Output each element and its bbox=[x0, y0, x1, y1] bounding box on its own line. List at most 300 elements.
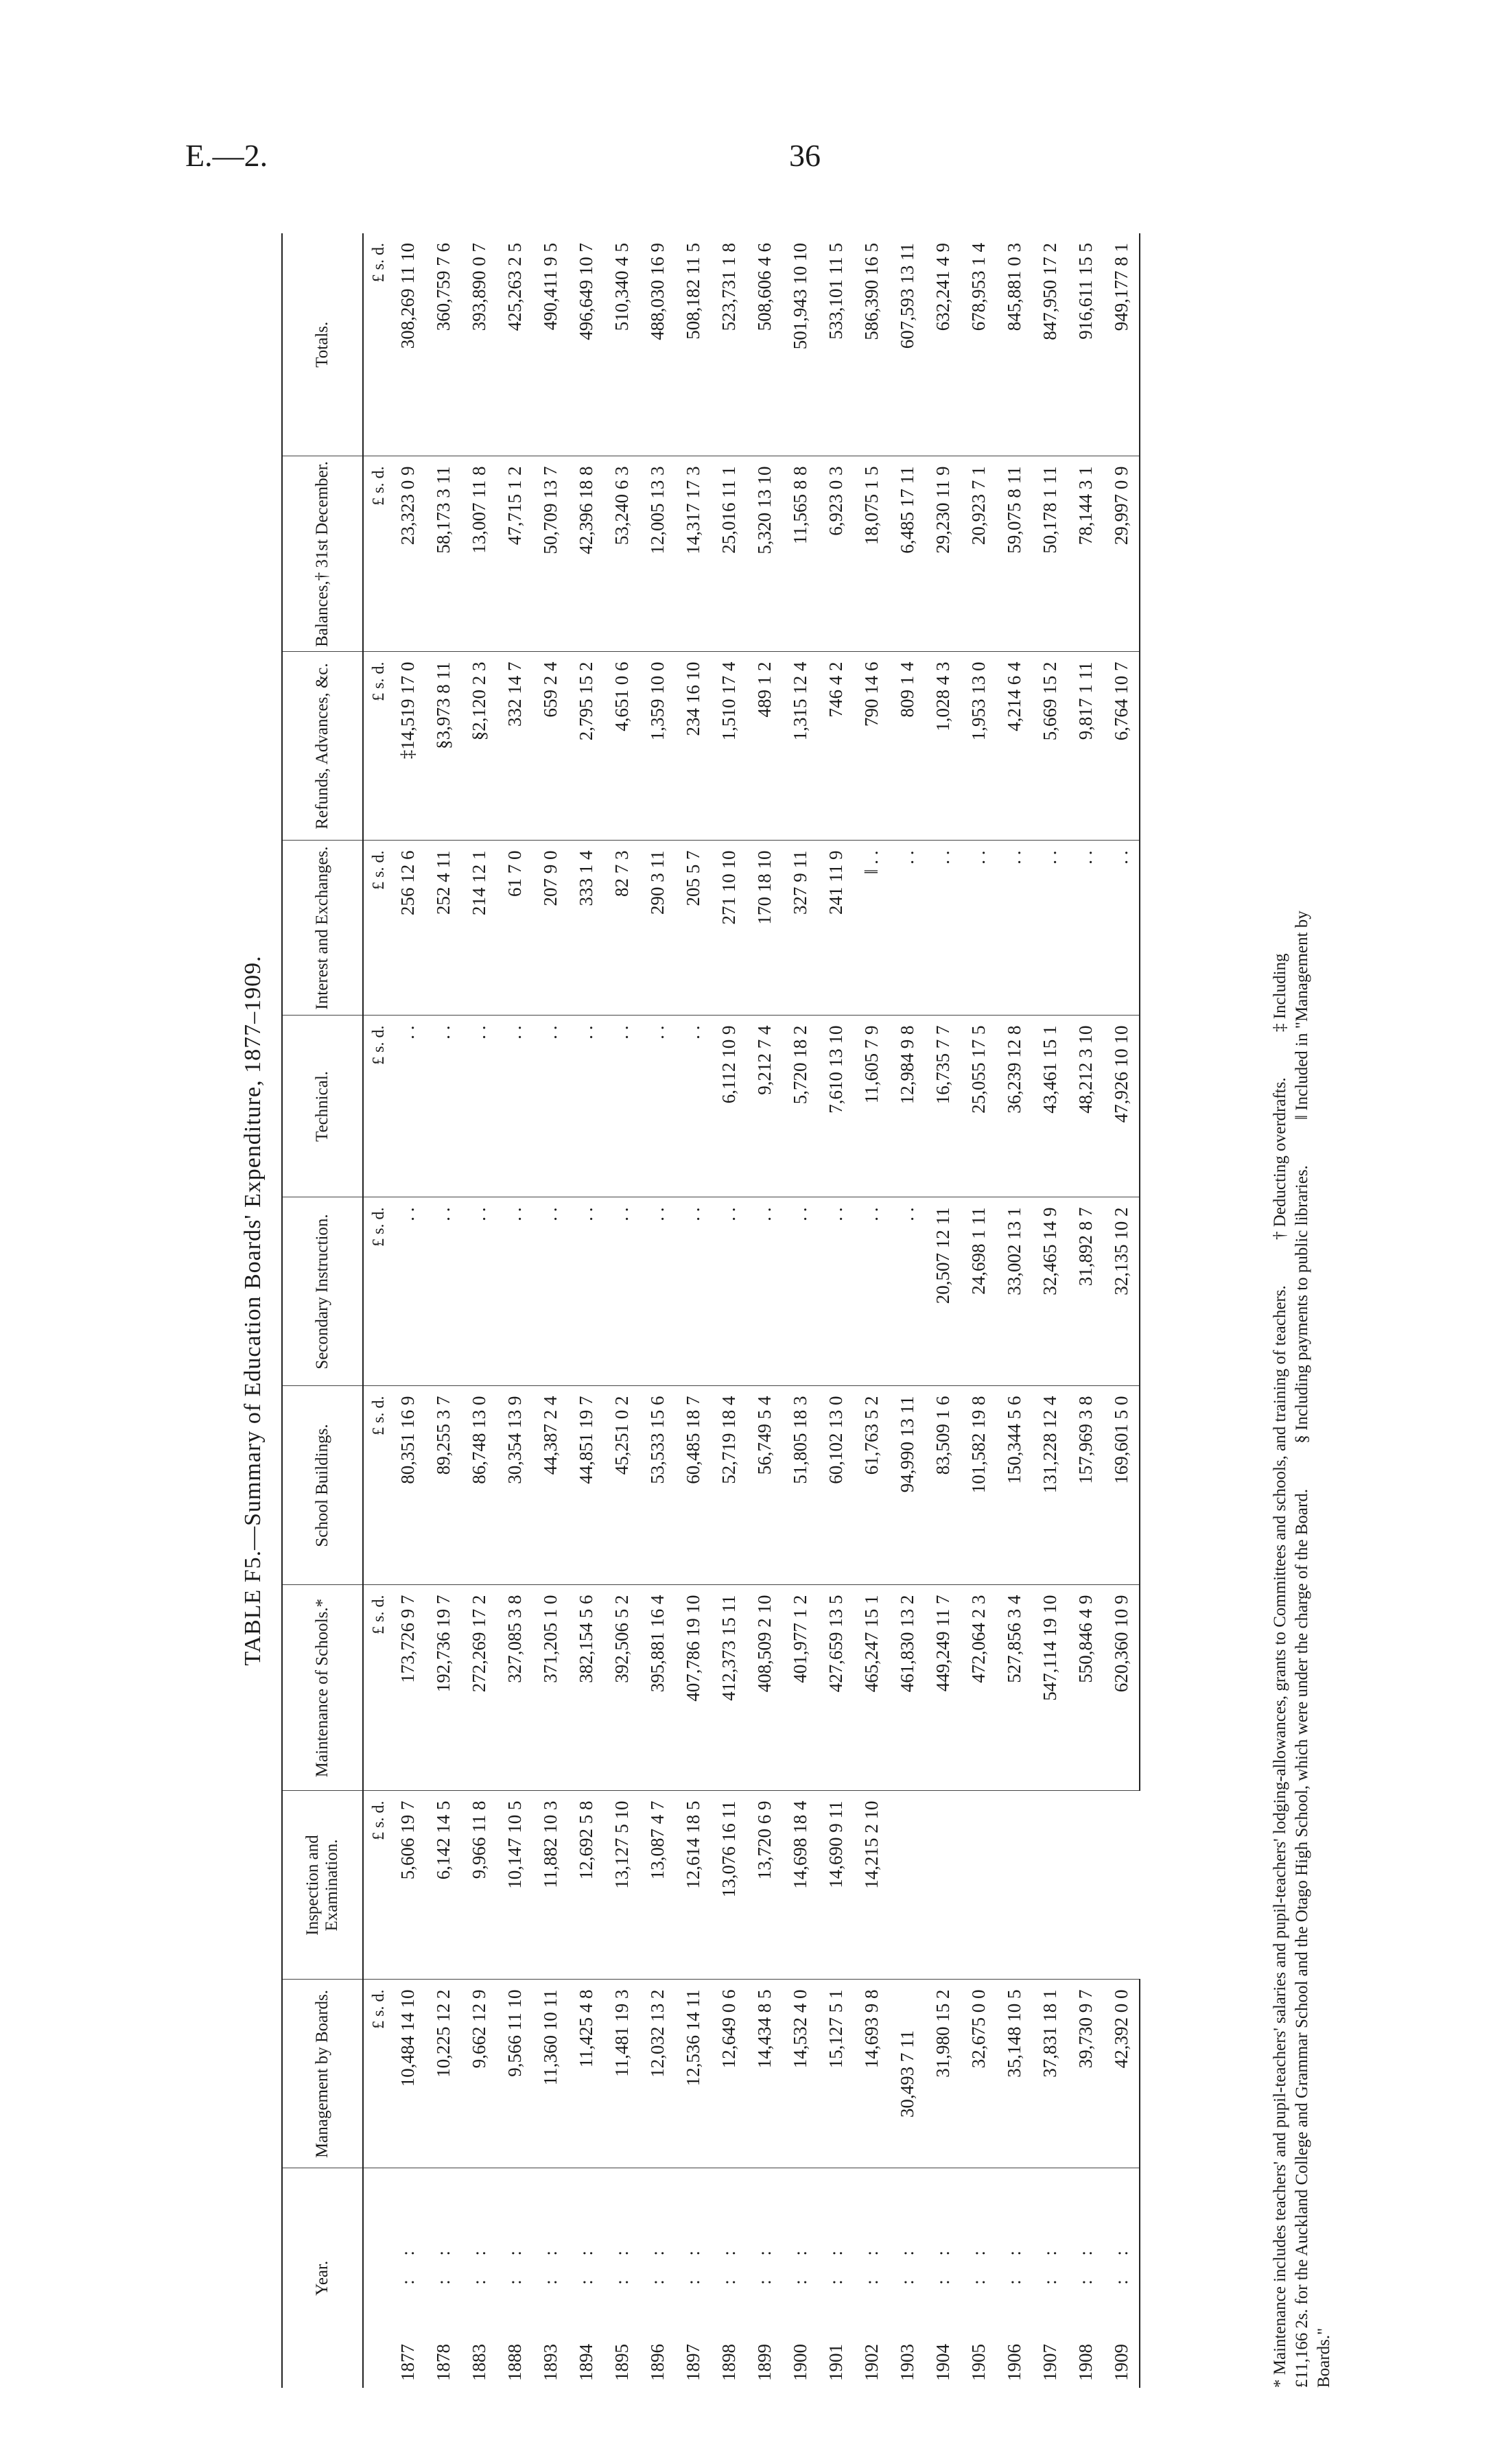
cell-technical: . . bbox=[497, 1016, 532, 1197]
cell-maintenance: 327,085 3 8 bbox=[497, 1585, 532, 1791]
table-row bbox=[1103, 233, 1140, 2388]
expenditure-table bbox=[281, 233, 1140, 2388]
cell-interest: 207 9 0 bbox=[532, 841, 568, 1016]
year-label: 1883 bbox=[468, 2344, 489, 2381]
cell-maintenance: 272,269 17 2 bbox=[461, 1585, 497, 1791]
cell-balances: 23,323 0 9 bbox=[390, 456, 425, 652]
cell-inspection: 14,690 9 11 bbox=[818, 1791, 854, 1980]
table-row bbox=[961, 233, 996, 2388]
cell-management: 30,493 7 11 bbox=[889, 1980, 925, 2168]
cell-refunds: 9,817 1 11 bbox=[1068, 652, 1103, 841]
leader-dots: : : bbox=[432, 2241, 454, 2285]
table-row bbox=[889, 233, 925, 2388]
cell-refunds: 1,028 4 3 bbox=[925, 652, 961, 841]
cell-technical: 7,610 13 10 bbox=[818, 1016, 854, 1197]
cell-refunds: 4,214 6 4 bbox=[996, 652, 1032, 841]
cell-interest: . . bbox=[889, 841, 925, 1016]
cell-buildings: 60,102 13 0 bbox=[818, 1386, 854, 1585]
cell-buildings: 56,749 5 4 bbox=[747, 1386, 782, 1585]
col-header-secondary: Secondary Instruction. bbox=[282, 1197, 363, 1386]
cell-maintenance: 408,509 2 10 bbox=[747, 1585, 782, 1791]
cell-management: 10,225 12 2 bbox=[425, 1980, 461, 2168]
cell-secondary: . . bbox=[889, 1197, 925, 1386]
leader-dots: : : bbox=[646, 2241, 668, 2285]
cell-technical: . . bbox=[639, 1016, 675, 1197]
cell-buildings: 101,582 19 8 bbox=[961, 1386, 996, 1585]
footnote-maintenance: * Maintenance includes teachers' and pupil-teachers' salaries and pupil-teachers' lodging-allowances, grants to Committees and schools, and training of teachers. bbox=[1271, 1285, 1289, 2388]
cell-maintenance: 472,064 2 3 bbox=[961, 1585, 996, 1791]
leader-dots: : : bbox=[1075, 2241, 1096, 2285]
year-label: 1907 bbox=[1039, 2344, 1060, 2381]
table-row bbox=[818, 233, 854, 2388]
unit-cell bbox=[363, 2168, 390, 2388]
year-label: 1878 bbox=[432, 2344, 454, 2381]
unit-cell: £ s. d. bbox=[363, 652, 390, 841]
cell-management: 37,831 18 1 bbox=[1032, 1980, 1068, 2168]
cell-secondary: 32,135 10 2 bbox=[1103, 1197, 1140, 1386]
col-header-year: Year. bbox=[282, 2168, 363, 2388]
leader-dots: : : bbox=[1110, 2241, 1131, 2285]
unit-cell: £ s. d. bbox=[363, 1791, 390, 1980]
cell-totals: 523,731 1 8 bbox=[711, 233, 747, 456]
cell-year bbox=[532, 2168, 568, 2388]
year-label: 1908 bbox=[1075, 2344, 1096, 2381]
cell-year bbox=[604, 2168, 639, 2388]
cell-inspection: 13,087 4 7 bbox=[639, 1791, 675, 1980]
cell-totals: 949,177 8 1 bbox=[1103, 233, 1140, 456]
leader-dots: : : bbox=[825, 2241, 846, 2285]
cell-buildings: 131,228 12 4 bbox=[1032, 1386, 1068, 1585]
cell-totals: 847,950 17 2 bbox=[1032, 233, 1068, 456]
year-label: 1893 bbox=[539, 2344, 561, 2381]
year-label: 1905 bbox=[967, 2344, 989, 2381]
cell-refunds: 489 1 2 bbox=[747, 652, 782, 841]
cell-buildings: 51,805 18 3 bbox=[782, 1386, 818, 1585]
cell-refunds: ‡14,519 17 0 bbox=[390, 652, 425, 841]
cell-balances: 5,320 13 10 bbox=[747, 456, 782, 652]
cell-buildings: 80,351 16 9 bbox=[390, 1386, 425, 1585]
cell-technical: 25,055 17 5 bbox=[961, 1016, 996, 1197]
cell-secondary: . . bbox=[568, 1197, 604, 1386]
year-label: 1898 bbox=[718, 2344, 739, 2381]
cell-balances: 29,997 0 9 bbox=[1103, 456, 1140, 652]
cell-totals: 488,030 16 9 bbox=[639, 233, 675, 456]
cell-totals: 632,241 4 9 bbox=[925, 233, 961, 456]
cell-buildings: 44,851 19 7 bbox=[568, 1386, 604, 1585]
unit-cell: £ s. d. bbox=[363, 1585, 390, 1791]
footnote-including: ‡ Including bbox=[1271, 953, 1289, 1033]
cell-secondary: . . bbox=[497, 1197, 532, 1386]
cell-secondary: 33,002 13 1 bbox=[996, 1197, 1032, 1386]
cell-secondary: 31,892 8 7 bbox=[1068, 1197, 1103, 1386]
cell-balances: 78,144 3 1 bbox=[1068, 456, 1103, 652]
cell-buildings: 150,344 5 6 bbox=[996, 1386, 1032, 1585]
cell-technical: 48,212 3 10 bbox=[1068, 1016, 1103, 1197]
cell-year bbox=[996, 2168, 1032, 2388]
cell-balances: 13,007 11 8 bbox=[461, 456, 497, 652]
table-row bbox=[996, 233, 1032, 2388]
leader-dots: : : bbox=[789, 2241, 810, 2285]
unit-cell: £ s. d. bbox=[363, 456, 390, 652]
table-row bbox=[425, 233, 461, 2388]
cell-balances: 11,565 8 8 bbox=[782, 456, 818, 652]
cell-technical: 11,605 7 9 bbox=[854, 1016, 889, 1197]
cell-technical: 47,926 10 10 bbox=[1103, 1016, 1140, 1197]
leader-dots: : : bbox=[896, 2241, 917, 2285]
year-label: 1903 bbox=[896, 2344, 917, 2381]
cell-management: 11,360 10 11 bbox=[532, 1980, 568, 2168]
cell-secondary: 24,698 1 11 bbox=[961, 1197, 996, 1386]
cell-secondary: . . bbox=[747, 1197, 782, 1386]
col-header-balances: Balances,† 31st December. bbox=[282, 456, 363, 652]
cell-year bbox=[747, 2168, 782, 2388]
cell-inspection: 13,127 5 10 bbox=[604, 1791, 639, 1980]
cell-refunds: 1,315 12 4 bbox=[782, 652, 818, 841]
cell-buildings: 169,601 5 0 bbox=[1103, 1386, 1140, 1585]
leader-dots: : : bbox=[575, 2241, 596, 2285]
cell-secondary: . . bbox=[639, 1197, 675, 1386]
table-row bbox=[461, 233, 497, 2388]
col-header-interest: Interest and Exchanges. bbox=[282, 841, 363, 1016]
cell-technical: . . bbox=[425, 1016, 461, 1197]
cell-year bbox=[889, 2168, 925, 2388]
cell-technical: 12,984 9 8 bbox=[889, 1016, 925, 1197]
cell-year bbox=[961, 2168, 996, 2388]
cell-interest: 252 4 11 bbox=[425, 841, 461, 1016]
cell-inspection: 12,692 5 8 bbox=[568, 1791, 604, 1980]
cell-management: 14,693 9 8 bbox=[854, 1980, 889, 2168]
cell-technical: 43,461 15 1 bbox=[1032, 1016, 1068, 1197]
cell-balances: 29,230 11 9 bbox=[925, 456, 961, 652]
cell-maintenance: 412,373 15 11 bbox=[711, 1585, 747, 1791]
cell-totals: 845,881 0 3 bbox=[996, 233, 1032, 456]
year-label: 1904 bbox=[932, 2344, 953, 2381]
leader-dots: : : bbox=[967, 2241, 989, 2285]
cell-management: 42,392 0 0 bbox=[1103, 1980, 1140, 2168]
cell-totals: 508,182 11 5 bbox=[675, 233, 711, 456]
cell-inspection: 14,698 18 4 bbox=[782, 1791, 818, 1980]
cell-inspection: 6,142 14 5 bbox=[425, 1791, 461, 1980]
table-title: TABLE F5.—Summary of Education Boards' Expenditure, 1877–1909. bbox=[240, 955, 266, 1666]
cell-management: 11,481 19 3 bbox=[604, 1980, 639, 2168]
cell-secondary: 32,465 14 9 bbox=[1032, 1197, 1068, 1386]
unit-cell: £ s. d. bbox=[363, 1386, 390, 1585]
year-label: 1894 bbox=[575, 2344, 596, 2381]
footnote-management: ‖ Included in "Management by bbox=[1293, 911, 1311, 1120]
table-row bbox=[390, 233, 425, 2388]
cell-refunds: 5,669 15 2 bbox=[1032, 652, 1068, 841]
leader-dots: : : bbox=[682, 2241, 703, 2285]
table-row bbox=[1032, 233, 1068, 2388]
cell-year bbox=[639, 2168, 675, 2388]
cell-management: 12,649 0 6 bbox=[711, 1980, 747, 2168]
cell-balances: 53,240 6 3 bbox=[604, 456, 639, 652]
table-row bbox=[497, 233, 532, 2388]
cell-secondary: . . bbox=[711, 1197, 747, 1386]
table-row bbox=[747, 233, 782, 2388]
cell-maintenance: 407,786 19 10 bbox=[675, 1585, 711, 1791]
cell-interest: 82 7 3 bbox=[604, 841, 639, 1016]
col-header-inspection: Inspection and Examination. bbox=[282, 1791, 363, 1980]
cell-interest: 256 12 6 bbox=[390, 841, 425, 1016]
cell-balances: 20,923 7 1 bbox=[961, 456, 996, 652]
table-row bbox=[925, 233, 961, 2388]
cell-maintenance: 427,659 13 5 bbox=[818, 1585, 854, 1791]
cell-maintenance: 449,249 11 7 bbox=[925, 1585, 961, 1791]
cell-balances: 50,709 13 7 bbox=[532, 456, 568, 652]
cell-totals: 510,340 4 5 bbox=[604, 233, 639, 456]
rotated-table-region bbox=[240, 233, 1352, 2388]
leader-dots: : : bbox=[1039, 2241, 1060, 2285]
cell-maintenance: 392,506 5 2 bbox=[604, 1585, 639, 1791]
cell-maintenance: 371,205 1 0 bbox=[532, 1585, 568, 1791]
footnote-overdrafts: † Deducting overdrafts. bbox=[1271, 1077, 1289, 1241]
cell-secondary: 20,507 12 11 bbox=[925, 1197, 961, 1386]
table-row bbox=[639, 233, 675, 2388]
cell-balances: 6,923 0 3 bbox=[818, 456, 854, 652]
cell-technical: . . bbox=[675, 1016, 711, 1197]
cell-secondary: . . bbox=[854, 1197, 889, 1386]
cell-secondary: . . bbox=[390, 1197, 425, 1386]
cell-year bbox=[461, 2168, 497, 2388]
leader-dots: : : bbox=[1003, 2241, 1024, 2285]
cell-balances: 14,317 17 3 bbox=[675, 456, 711, 652]
col-header-buildings: School Buildings. bbox=[282, 1386, 363, 1585]
cell-year bbox=[854, 2168, 889, 2388]
cell-totals: 501,943 10 10 bbox=[782, 233, 818, 456]
cell-interest: . . bbox=[1032, 841, 1068, 1016]
footnote-colleges: £11,166 2s. for the Auckland College and Grammar School and the Otago High School, which were under the charge of the Board. bbox=[1293, 1488, 1311, 2388]
cell-totals: 490,411 9 5 bbox=[532, 233, 568, 456]
cell-balances: 50,178 1 11 bbox=[1032, 456, 1068, 652]
cell-inspection-merged bbox=[889, 1791, 1140, 1980]
year-label: 1909 bbox=[1110, 2344, 1131, 2381]
cell-secondary: . . bbox=[532, 1197, 568, 1386]
cell-interest: . . bbox=[961, 841, 996, 1016]
table-row bbox=[1068, 233, 1103, 2388]
cell-year bbox=[568, 2168, 604, 2388]
leader-dots: : : bbox=[860, 2241, 882, 2285]
cell-maintenance: 401,977 1 2 bbox=[782, 1585, 818, 1791]
cell-buildings: 44,387 2 4 bbox=[532, 1386, 568, 1585]
cell-balances: 47,715 1 2 bbox=[497, 456, 532, 652]
cell-management: 9,662 12 9 bbox=[461, 1980, 497, 2168]
cell-maintenance: 173,726 9 7 bbox=[390, 1585, 425, 1791]
footnotes bbox=[1269, 233, 1335, 2388]
footnote-boards: Boards." bbox=[1315, 2327, 1333, 2388]
cell-maintenance: 395,881 16 4 bbox=[639, 1585, 675, 1791]
cell-refunds: 746 4 2 bbox=[818, 652, 854, 841]
cell-refunds: 6,764 10 7 bbox=[1103, 652, 1140, 841]
cell-management: 35,148 10 5 bbox=[996, 1980, 1032, 2168]
cell-year bbox=[1032, 2168, 1068, 2388]
cell-inspection: 14,215 2 10 bbox=[854, 1791, 889, 1980]
table-row bbox=[568, 233, 604, 2388]
cell-totals: 607,593 13 11 bbox=[889, 233, 925, 456]
table-row bbox=[711, 233, 747, 2388]
cell-balances: 58,173 3 11 bbox=[425, 456, 461, 652]
unit-cell: £ s. d. bbox=[363, 233, 390, 456]
year-label: 1897 bbox=[682, 2344, 703, 2381]
col-header-technical: Technical. bbox=[282, 1016, 363, 1197]
cell-buildings: 53,533 15 6 bbox=[639, 1386, 675, 1585]
cell-management: 9,566 11 10 bbox=[497, 1980, 532, 2168]
cell-interest: 170 18 10 bbox=[747, 841, 782, 1016]
cell-secondary: . . bbox=[782, 1197, 818, 1386]
cell-technical: . . bbox=[604, 1016, 639, 1197]
cell-management: 14,532 4 0 bbox=[782, 1980, 818, 2168]
cell-management: 39,730 9 7 bbox=[1068, 1980, 1103, 2168]
page-code: E.—2. bbox=[185, 138, 268, 173]
cell-refunds: 2,795 15 2 bbox=[568, 652, 604, 841]
cell-buildings: 94,990 13 11 bbox=[889, 1386, 925, 1585]
cell-secondary: . . bbox=[818, 1197, 854, 1386]
cell-technical: . . bbox=[390, 1016, 425, 1197]
cell-refunds: 659 2 4 bbox=[532, 652, 568, 841]
leader-dots: : : bbox=[718, 2241, 739, 2285]
cell-maintenance: 192,736 19 7 bbox=[425, 1585, 461, 1791]
cell-interest: 241 11 9 bbox=[818, 841, 854, 1016]
cell-secondary: . . bbox=[675, 1197, 711, 1386]
table-row bbox=[675, 233, 711, 2388]
cell-balances: 59,075 8 11 bbox=[996, 456, 1032, 652]
cell-interest: 214 12 1 bbox=[461, 841, 497, 1016]
cell-buildings: 89,255 3 7 bbox=[425, 1386, 461, 1585]
cell-interest: . . bbox=[1103, 841, 1140, 1016]
table-row bbox=[782, 233, 818, 2388]
footnote-libraries: § Including payments to public libraries. bbox=[1293, 1165, 1311, 1444]
cell-inspection: 13,720 6 9 bbox=[747, 1791, 782, 1980]
cell-technical: 5,720 18 2 bbox=[782, 1016, 818, 1197]
cell-management: 12,032 13 2 bbox=[639, 1980, 675, 2168]
leader-dots: : : bbox=[932, 2241, 953, 2285]
cell-year bbox=[925, 2168, 961, 2388]
cell-technical: 16,735 7 7 bbox=[925, 1016, 961, 1197]
cell-management: 15,127 5 1 bbox=[818, 1980, 854, 2168]
table-row bbox=[604, 233, 639, 2388]
cell-buildings: 45,251 0 2 bbox=[604, 1386, 639, 1585]
cell-buildings: 30,354 13 9 bbox=[497, 1386, 532, 1585]
leader-dots: : : bbox=[753, 2241, 775, 2285]
cell-year bbox=[675, 2168, 711, 2388]
cell-refunds: §3,973 8 11 bbox=[425, 652, 461, 841]
year-label: 1899 bbox=[753, 2344, 775, 2381]
year-label: 1877 bbox=[397, 2344, 418, 2381]
cell-interest: . . bbox=[996, 841, 1032, 1016]
cell-interest: 61 7 0 bbox=[497, 841, 532, 1016]
col-header-maintenance: Maintenance of Schools.* bbox=[282, 1585, 363, 1791]
cell-year bbox=[782, 2168, 818, 2388]
cell-refunds: 809 1 4 bbox=[889, 652, 925, 841]
cell-maintenance: 465,247 15 1 bbox=[854, 1585, 889, 1791]
cell-interest: . . bbox=[925, 841, 961, 1016]
cell-buildings: 83,509 1 6 bbox=[925, 1386, 961, 1585]
cell-balances: 42,396 18 8 bbox=[568, 456, 604, 652]
cell-balances: 18,075 1 5 bbox=[854, 456, 889, 652]
cell-year bbox=[711, 2168, 747, 2388]
cell-totals: 916,611 15 5 bbox=[1068, 233, 1103, 456]
year-label: 1900 bbox=[789, 2344, 810, 2381]
year-label: 1906 bbox=[1003, 2344, 1024, 2381]
cell-management: 10,484 14 10 bbox=[390, 1980, 425, 2168]
cell-balances: 25,016 11 1 bbox=[711, 456, 747, 652]
cell-totals: 393,890 0 7 bbox=[461, 233, 497, 456]
unit-cell: £ s. d. bbox=[363, 841, 390, 1016]
cell-interest: 290 3 11 bbox=[639, 841, 675, 1016]
cell-technical: . . bbox=[461, 1016, 497, 1197]
cell-refunds: 4,651 0 6 bbox=[604, 652, 639, 841]
cell-secondary: . . bbox=[425, 1197, 461, 1386]
leader-dots: : : bbox=[397, 2241, 418, 2285]
cell-buildings: 86,748 13 0 bbox=[461, 1386, 497, 1585]
cell-maintenance: 547,114 19 10 bbox=[1032, 1585, 1068, 1791]
cell-year bbox=[390, 2168, 425, 2388]
cell-refunds: 332 14 7 bbox=[497, 652, 532, 841]
cell-totals: 425,263 2 5 bbox=[497, 233, 532, 456]
table-row bbox=[532, 233, 568, 2388]
cell-totals: 508,606 4 6 bbox=[747, 233, 782, 456]
cell-buildings: 60,485 18 7 bbox=[675, 1386, 711, 1585]
cell-inspection: 10,147 10 5 bbox=[497, 1791, 532, 1980]
cell-year bbox=[1068, 2168, 1103, 2388]
cell-technical: . . bbox=[532, 1016, 568, 1197]
cell-interest: 271 10 10 bbox=[711, 841, 747, 1016]
cell-year bbox=[818, 2168, 854, 2388]
page-number: 36 bbox=[789, 138, 821, 173]
cell-inspection: 12,614 18 5 bbox=[675, 1791, 711, 1980]
cell-balances: 12,005 13 3 bbox=[639, 456, 675, 652]
cell-interest: 327 9 11 bbox=[782, 841, 818, 1016]
cell-totals: 496,649 10 7 bbox=[568, 233, 604, 456]
cell-maintenance: 461,830 13 2 bbox=[889, 1585, 925, 1791]
year-label: 1901 bbox=[825, 2344, 846, 2381]
year-label: 1895 bbox=[611, 2344, 632, 2381]
year-label: 1888 bbox=[504, 2344, 525, 2381]
cell-refunds: 1,953 13 0 bbox=[961, 652, 996, 841]
cell-maintenance: 550,846 4 9 bbox=[1068, 1585, 1103, 1791]
cell-interest: 205 5 7 bbox=[675, 841, 711, 1016]
leader-dots: : : bbox=[468, 2241, 489, 2285]
cell-totals: 360,759 7 6 bbox=[425, 233, 461, 456]
cell-inspection: 5,606 19 7 bbox=[390, 1791, 425, 1980]
col-header-totals: Totals. bbox=[282, 233, 363, 456]
cell-refunds: 1,359 10 0 bbox=[639, 652, 675, 841]
cell-balances: 6,485 17 11 bbox=[889, 456, 925, 652]
leader-dots: : : bbox=[504, 2241, 525, 2285]
cell-inspection: 13,076 16 11 bbox=[711, 1791, 747, 1980]
cell-totals: 308,269 11 10 bbox=[390, 233, 425, 456]
cell-interest: ‖ . . bbox=[854, 841, 889, 1016]
cell-management: 12,536 14 11 bbox=[675, 1980, 711, 2168]
year-label: 1896 bbox=[646, 2344, 668, 2381]
col-header-refunds: Refunds, Advances, &c. bbox=[282, 652, 363, 841]
cell-technical: 6,112 10 9 bbox=[711, 1016, 747, 1197]
cell-maintenance: 620,360 10 9 bbox=[1103, 1585, 1140, 1791]
cell-inspection: 11,882 10 3 bbox=[532, 1791, 568, 1980]
cell-buildings: 61,763 5 2 bbox=[854, 1386, 889, 1585]
leader-dots: : : bbox=[611, 2241, 632, 2285]
cell-maintenance: 527,856 3 4 bbox=[996, 1585, 1032, 1791]
cell-refunds: §2,120 2 3 bbox=[461, 652, 497, 841]
cell-inspection: 9,966 11 8 bbox=[461, 1791, 497, 1980]
cell-interest: . . bbox=[1068, 841, 1103, 1016]
cell-management: 14,434 8 5 bbox=[747, 1980, 782, 2168]
header-row bbox=[282, 233, 363, 2388]
table-row bbox=[854, 233, 889, 2388]
cell-management: 31,980 15 2 bbox=[925, 1980, 961, 2168]
cell-refunds: 1,510 17 4 bbox=[711, 652, 747, 841]
cell-refunds: 234 16 10 bbox=[675, 652, 711, 841]
